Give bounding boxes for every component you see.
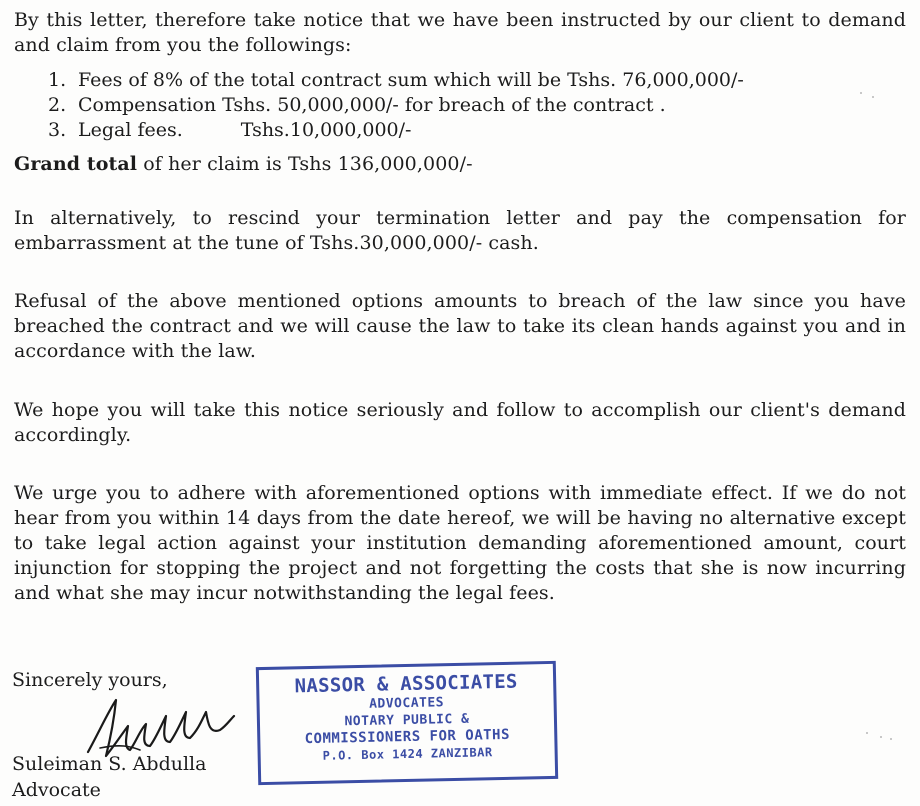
hope-paragraph: We hope you will take this notice seriously and follow to accomplish our client's demand accordingly. (14, 399, 906, 446)
list-number: 1. (48, 69, 67, 91)
refusal-paragraph: Refusal of the above mentioned options amounts to breach of the law since you have breached the contract and we will cause the law to take its clean hands against you and in accordance with the law. (14, 290, 906, 362)
grand-total-text: of her claim is Tshs 136,000,000/- (137, 153, 473, 175)
claims-list (48, 68, 888, 143)
claim-text: Fees of 8% of the total contract sum which will be Tshs. 76,000,000/- (78, 69, 744, 91)
claim-text: Compensation Tshs. 50,000,000/- for breach of the contract . (78, 94, 666, 116)
claim-amount: Tshs.10,000,000/- (240, 119, 412, 141)
claim-label: Legal fees. (78, 119, 183, 141)
stamp-firm-name: NASSOR & ASSOCIATES (294, 670, 518, 698)
signer-title: Advocate (12, 779, 101, 801)
alternative-paragraph: In alternatively, to rescind your termination letter and pay the compensation for embarrassment at the tune of Tshs.30,000,000/- cash. (14, 207, 906, 254)
intro-paragraph: By this letter, therefore take notice that we have been instructed by our client to demand and claim from you the followings: (14, 9, 906, 56)
notary-stamp (256, 661, 558, 785)
stamp-line-advocates: ADVOCATES (368, 695, 445, 712)
grand-total-line (14, 152, 906, 177)
closing-salutation: Sincerely yours, (12, 669, 168, 691)
stamp-line-commissioners: COMMISSIONERS FOR OATHS (304, 726, 511, 748)
list-number: 2. (48, 94, 67, 116)
list-item (48, 93, 888, 118)
grand-total-label: Grand total (14, 153, 138, 175)
stamp-line-address: P.O. Box 1424 ZANZIBAR (322, 745, 493, 763)
list-item (48, 118, 888, 143)
list-number: 3. (48, 119, 67, 141)
signer-name: Suleiman S. Abdulla (12, 753, 207, 775)
stamp-line-notary: NOTARY PUBLIC & (344, 711, 470, 730)
urge-paragraph: We urge you to adhere with aforementioned options with immediate effect. If we do not hear from you within 14 days from the date hereof, we will be having no alternative except to take legal action against your institution demanding aforementioned amount, court injunction for stopping the project and not forgetting the costs that she is now incurring and what she may incur notwithstanding the legal fees. (14, 482, 906, 604)
list-item (48, 68, 888, 93)
